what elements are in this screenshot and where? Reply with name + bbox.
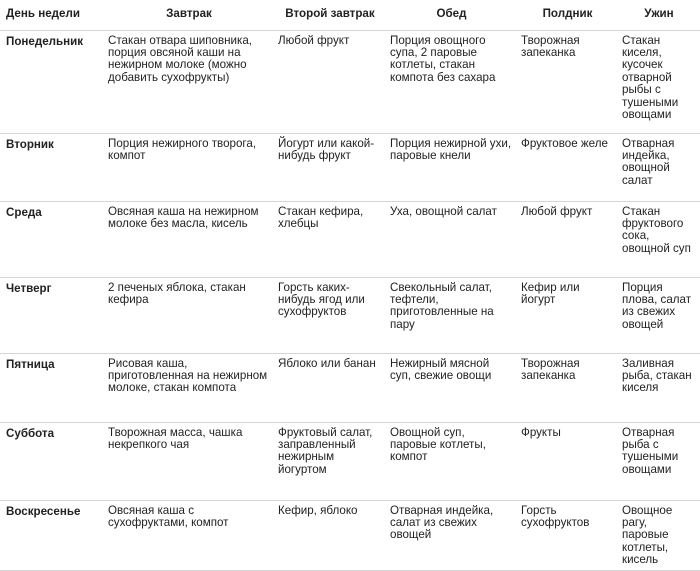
table-row: [0, 201, 700, 277]
dinner-cell: Стакан фруктового сока, овощной суп: [618, 201, 700, 277]
table-row: [0, 30, 700, 133]
day-cell: Вторник: [0, 133, 104, 201]
header-lunch: Обед: [386, 0, 517, 30]
header-row: [0, 0, 700, 30]
dinner-cell: Заливная рыба, стакан киселя: [618, 353, 700, 422]
lunch-cell: Порция овощного супа, 2 паровые котлеты, стакан компота без сахара: [386, 30, 517, 133]
day-cell: Четверг: [0, 277, 104, 353]
second-breakfast-cell: Йогурт или какой-нибудь фрукт: [274, 133, 386, 201]
day-cell: Суббота: [0, 422, 104, 500]
day-cell: Понедельник: [0, 30, 104, 133]
lunch-cell: Свекольный салат, тефтели, приготовленные на пару: [386, 277, 517, 353]
header-snack: Полдник: [517, 0, 618, 30]
day-cell: Воскресенье: [0, 500, 104, 570]
dinner-cell: Стакан киселя, кусочек отварной рыбы с тушеными овощами: [618, 30, 700, 133]
breakfast-cell: Овсяная каша на нежирном молоке без масла, кисель: [104, 201, 274, 277]
lunch-cell: Уха, овощной салат: [386, 201, 517, 277]
breakfast-cell: 2 печеных яблока, стакан кефира: [104, 277, 274, 353]
dinner-cell: Отварная индейка, овощной салат: [618, 133, 700, 201]
table-body: [0, 30, 700, 570]
lunch-cell: Отварная индейка, салат из свежих овощей: [386, 500, 517, 570]
table-row: [0, 133, 700, 201]
breakfast-cell: Творожная масса, чашка некрепкого чая: [104, 422, 274, 500]
snack-cell: Кефир или йогурт: [517, 277, 618, 353]
snack-cell: Любой фрукт: [517, 201, 618, 277]
day-cell: Среда: [0, 201, 104, 277]
lunch-cell: Овощной суп, паровые котлеты, компот: [386, 422, 517, 500]
second-breakfast-cell: Яблоко или банан: [274, 353, 386, 422]
dinner-cell: Овощное рагу, паровые котлеты, кисель: [618, 500, 700, 570]
breakfast-cell: Овсяная каша с сухофруктами, компот: [104, 500, 274, 570]
table-row: [0, 422, 700, 500]
table-header: [0, 0, 700, 30]
second-breakfast-cell: Горсть каких-нибудь ягод или сухофруктов: [274, 277, 386, 353]
header-day: День недели: [0, 0, 104, 30]
breakfast-cell: Порция нежирного творога, компот: [104, 133, 274, 201]
snack-cell: Горсть сухофруктов: [517, 500, 618, 570]
snack-cell: Фрукты: [517, 422, 618, 500]
header-dinner: Ужин: [618, 0, 700, 30]
second-breakfast-cell: Фруктовый салат, заправленный нежирным йогуртом: [274, 422, 386, 500]
day-cell: Пятница: [0, 353, 104, 422]
dinner-cell: Отварная рыба с тушеными овощами: [618, 422, 700, 500]
header-breakfast: Завтрак: [104, 0, 274, 30]
second-breakfast-cell: Любой фрукт: [274, 30, 386, 133]
second-breakfast-cell: Кефир, яблоко: [274, 500, 386, 570]
breakfast-cell: Стакан отвара шиповника, порция овсяной каши на нежирном молоке (можно добавить сухофрукты): [104, 30, 274, 133]
snack-cell: Творожная запеканка: [517, 30, 618, 133]
lunch-cell: Нежирный мясной суп, свежие овощи: [386, 353, 517, 422]
snack-cell: Фруктовое желе: [517, 133, 618, 201]
lunch-cell: Порция нежирной ухи, паровые кнели: [386, 133, 517, 201]
table-row: [0, 277, 700, 353]
header-second-breakfast: Второй завтрак: [274, 0, 386, 30]
snack-cell: Творожная запеканка: [517, 353, 618, 422]
second-breakfast-cell: Стакан кефира, хлебцы: [274, 201, 386, 277]
breakfast-cell: Рисовая каша, приготовленная на нежирном молоке, стакан компота: [104, 353, 274, 422]
dinner-cell: Порция плова, салат из свежих овощей: [618, 277, 700, 353]
table-row: [0, 353, 700, 422]
